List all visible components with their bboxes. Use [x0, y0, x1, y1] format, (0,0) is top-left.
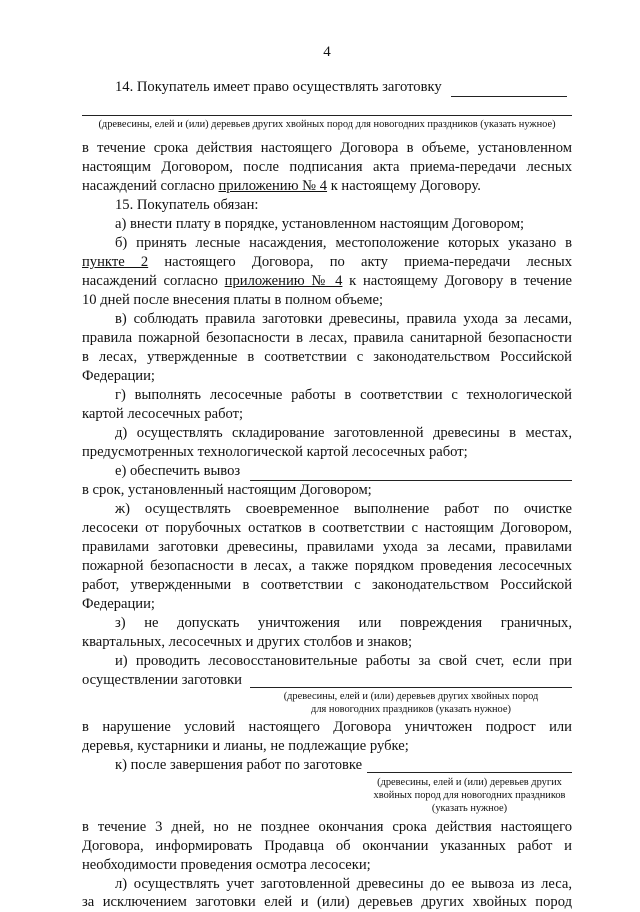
item-15-d-1: д) осуществлять складирование заготовленной древесины в местах,	[115, 425, 572, 441]
item-15-g-1: г) выполнять лесосечные работы в соответствии с технологической	[115, 387, 572, 403]
item-15-e-1	[82, 462, 572, 481]
item-15-z-1: з) не допускать уничтожения или повреждения граничных,	[115, 615, 572, 631]
item-15-v-3: в лесах, утвержденные в соответствии с законодательством Российской	[82, 349, 572, 365]
item-14-text: 14. Покупатель имеет право осуществлять заготовку	[115, 79, 442, 95]
blank-line	[250, 687, 572, 688]
item-15-v-2: правила пожарной безопасности в лесах, правила санитарной безопасности	[82, 330, 572, 346]
point-2-link[interactable]: пункте 2	[82, 254, 149, 270]
blank-line	[82, 115, 572, 116]
appendix-4-link[interactable]: приложению № 4	[224, 273, 343, 289]
item-15-zh-3: правилами заготовки древесины, правилами ухода за лесами, правилами	[82, 539, 572, 555]
item-i-note-2: для новогодних праздников (указать нужное)	[311, 704, 511, 715]
text-span: настоящего Договора, по акту приема-передачи лесных	[148, 254, 572, 270]
item-15-i-4: деревья, кустарники и лианы, не подлежащие рубке;	[82, 738, 409, 754]
item-15-v-1: в) соблюдать правила заготовки древесины, правила ухода за лесами,	[115, 311, 572, 327]
item-15-zh-1: ж) осуществлять своевременное выполнение работ по очистке	[115, 501, 572, 517]
page-number: 4	[323, 44, 331, 60]
item-15-a: а) внести плату в порядке, установленном настоящим Договором;	[115, 216, 525, 232]
text-span: насаждений согласно	[82, 178, 219, 194]
item-15-l-1: л) осуществлять учет заготовленной древесины до ее вывоза из леса,	[115, 876, 572, 892]
item-15-zh-4: пожарной безопасности в лесах, а также порядком проведения лесосечных	[82, 558, 572, 574]
item-14-note: (древесины, елей и (или) деревьев других хвойных пород для новогодних праздников (указать нужное)	[98, 119, 556, 130]
item-14-line	[82, 78, 572, 97]
text-span: к настоящему Договору в течение	[342, 273, 573, 289]
item-k-note-2: хвойных пород для новогодних праздников	[373, 790, 566, 801]
blank-field	[250, 466, 572, 481]
item-k-note-3: (указать нужное)	[431, 803, 508, 814]
item-15-k-3: Договора, информировать Продавца об окончании указанных работ и	[82, 838, 572, 854]
text-span: к настоящему Договору.	[327, 178, 481, 194]
item-15-b-4: 10 дней после внесения платы в полном объеме;	[82, 292, 384, 308]
text-span: е) обеспечить вывоз	[115, 463, 241, 479]
item-15-i-1: и) проводить лесовосстановительные работы за свой счет, если при	[115, 653, 572, 669]
item-k-note-1: (древесины, елей и (или) деревьев других	[377, 777, 562, 788]
item-15-zh-6: Федерации;	[82, 596, 155, 612]
item-15-k-2: в течение 3 дней, но не позднее окончания срока действия настоящего	[82, 819, 572, 835]
blank-field	[451, 82, 567, 97]
item-15-z-2: квартальных, лесосечных и других столбов и знаков;	[82, 634, 413, 650]
item-14-line-3	[82, 177, 572, 196]
item-i-note-1: (древесины, елей и (или) деревьев других хвойных пород	[283, 691, 539, 702]
item-15-b-3	[82, 272, 572, 291]
item-15-d-2: предусмотренных технологической картой лесосечных работ;	[82, 444, 468, 460]
item-15-zh-2: лесосеки от порубочных остатков в соответствии с настоящим Договором,	[82, 520, 572, 536]
text-span: насаждений согласно	[82, 273, 225, 289]
blank-line	[367, 772, 572, 773]
item-14-line-1: в течение срока действия настоящего Договора в объеме, установленном	[82, 140, 572, 156]
item-15-i-3: в нарушение условий настоящего Договора уничтожен подрост или	[82, 719, 572, 735]
item-15-zh-5: работ, утвержденными в соответствии с законодательством Российской	[82, 577, 572, 593]
item-15-v-4: Федерации;	[82, 368, 155, 384]
item-15-heading: 15. Покупатель обязан:	[115, 197, 259, 213]
item-15-k-1: к) после завершения работ по заготовке	[115, 757, 363, 773]
item-15-k-4: необходимости проведения осмотра лесосеки;	[82, 857, 371, 873]
item-15-b-1: б) принять лесные насаждения, местоположение которых указано в	[115, 235, 572, 251]
appendix-4-link[interactable]: приложению № 4	[218, 178, 328, 194]
item-15-l-2: за исключением заготовки елей и (или) деревьев других хвойных пород	[82, 894, 572, 910]
text-span: осуществлении заготовки	[82, 672, 242, 688]
item-15-b-2	[82, 253, 572, 272]
item-15-e-2: в срок, установленный настоящим Договором;	[82, 482, 372, 498]
item-14-line-2: настоящим Договором, после подписания акта приема-передачи лесных	[82, 159, 572, 175]
item-15-g-2: картой лесосечных работ;	[82, 406, 244, 422]
